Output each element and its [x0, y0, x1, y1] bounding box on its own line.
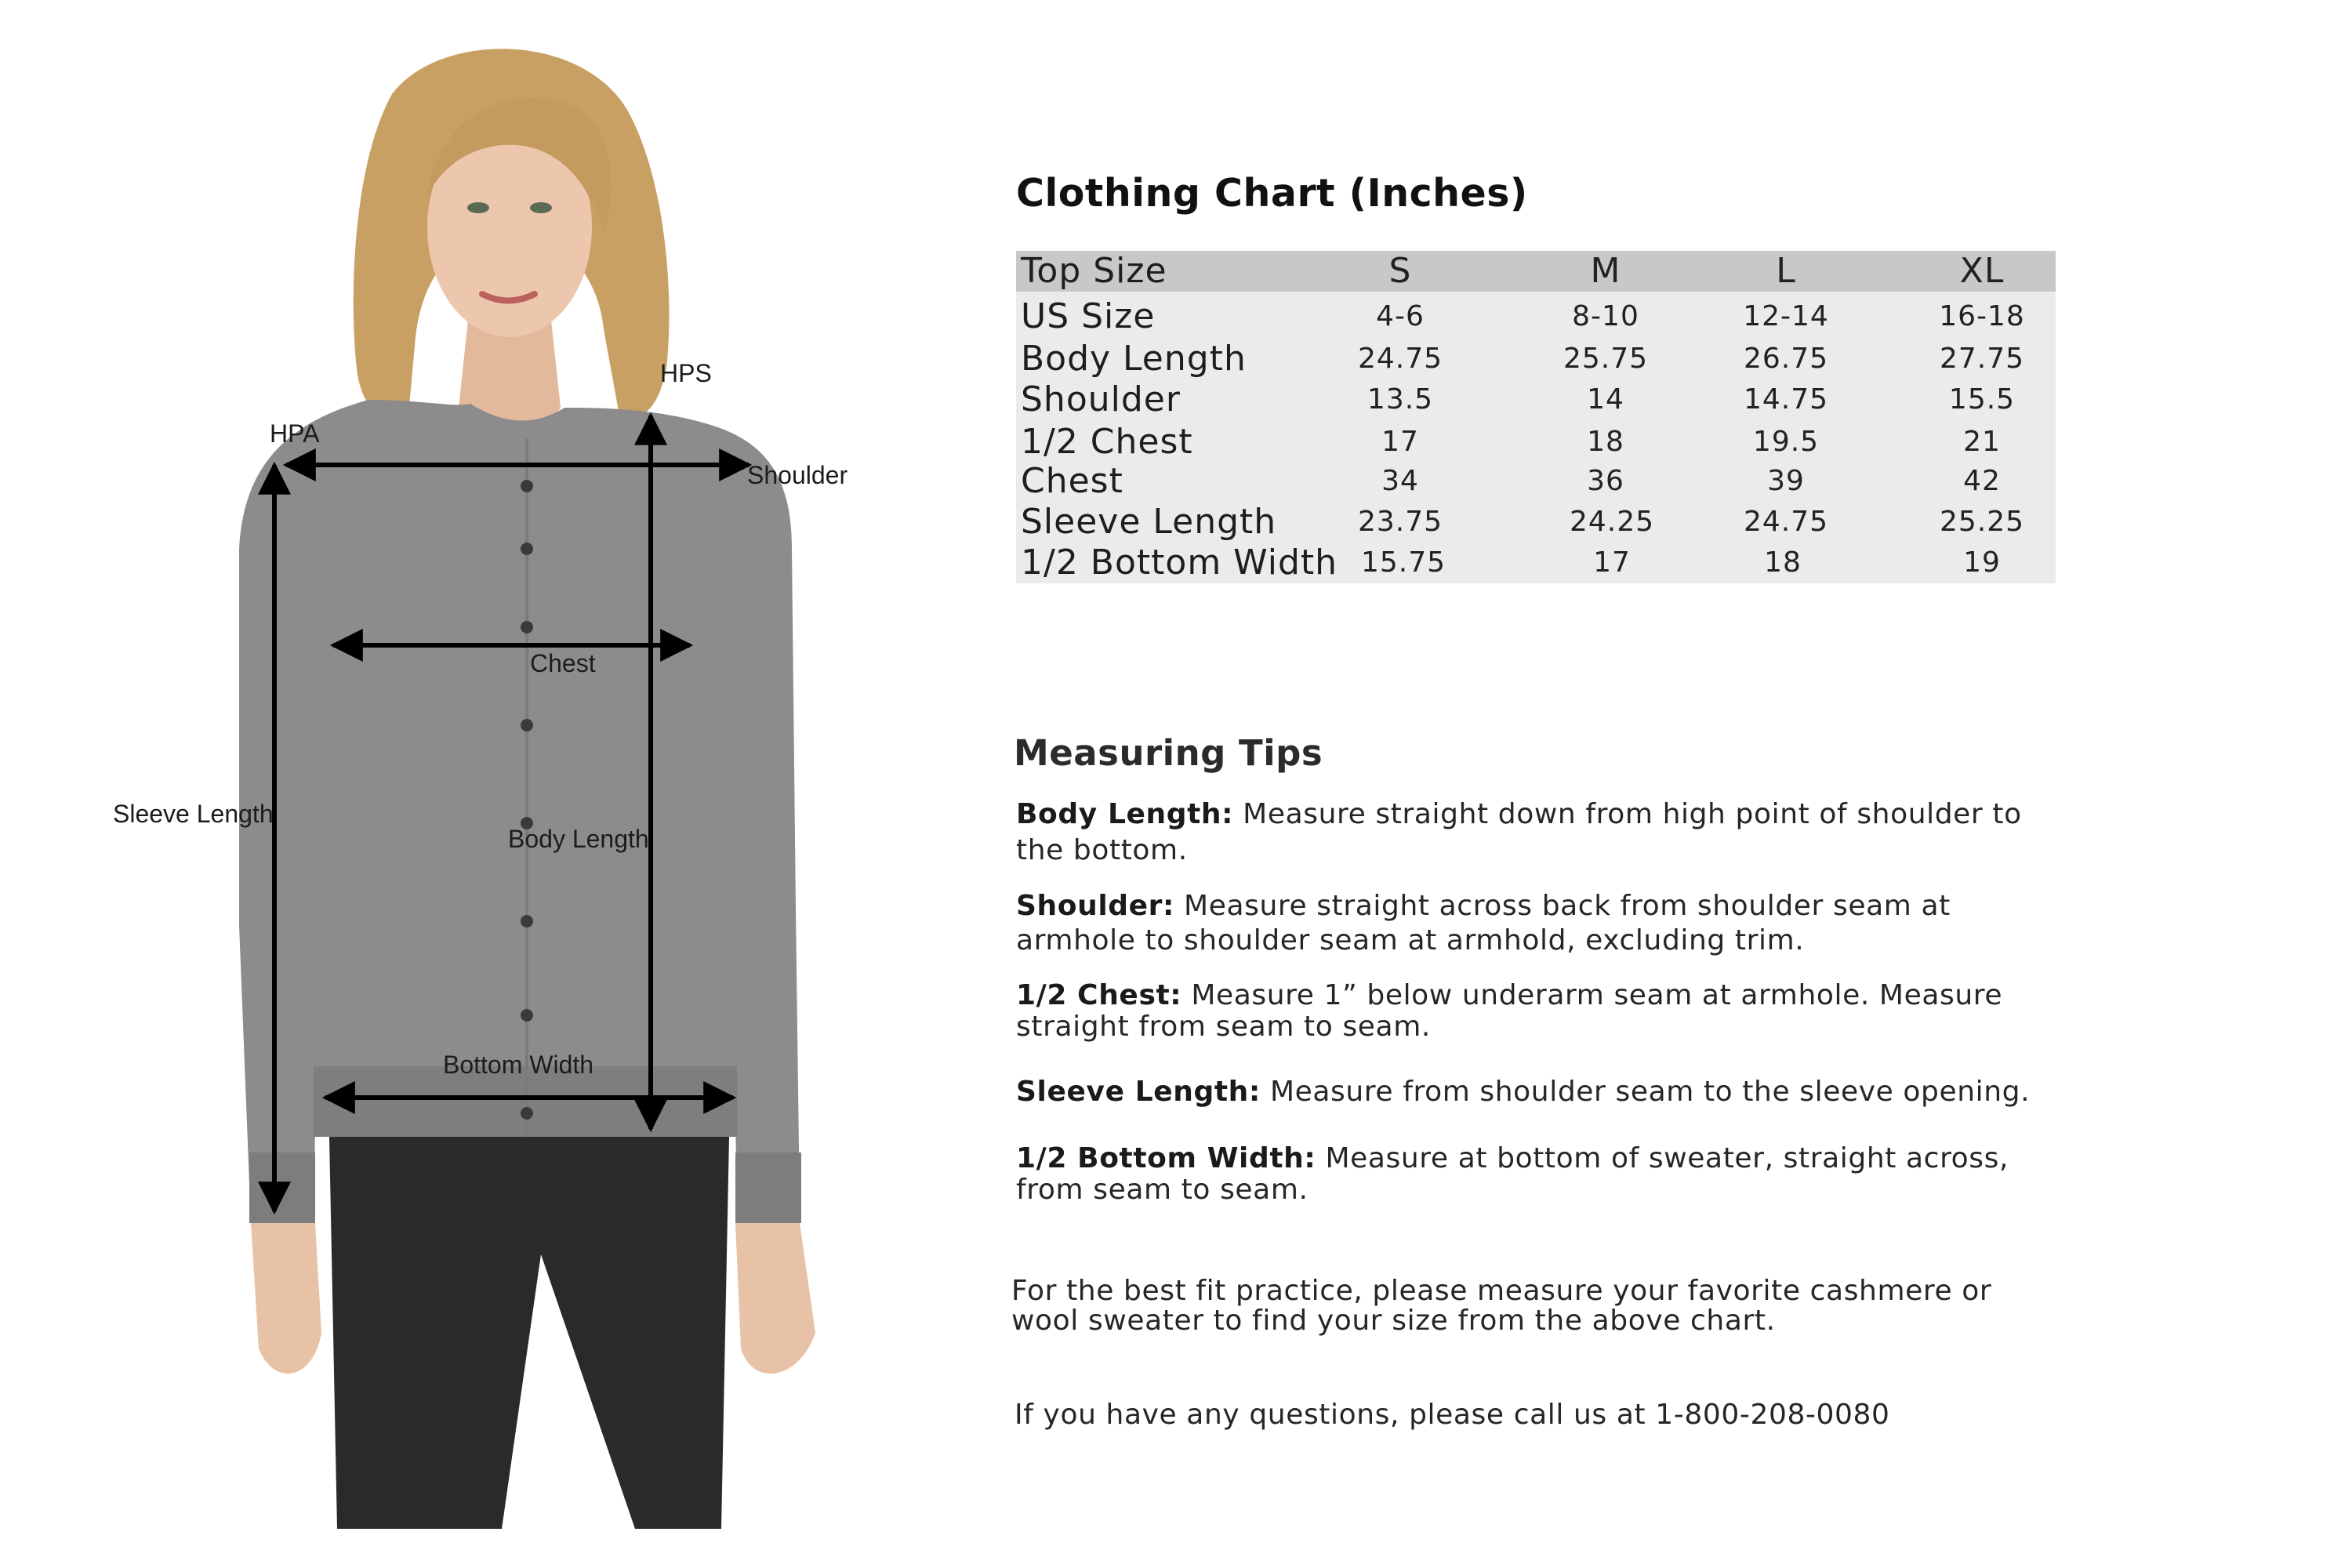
header-size-m: M — [1590, 251, 1621, 291]
contact-note: If you have any questions, please call us at 1-800-208-0080 — [1014, 1399, 1890, 1431]
hands — [251, 1223, 321, 1374]
tip-text: Measure straight across back from shoulder seam at armhole to shoulder seam at armhold, excluding trim. — [1016, 890, 1951, 956]
fit-note: For the best fit practice, please measure your favorite cashmere or wool sweater to find your size from the above chart. — [1011, 1275, 1992, 1337]
cell-s: 34 — [1381, 465, 1419, 497]
chart-title: Clothing Chart (Inches) — [1016, 171, 1528, 216]
cell-xl: 42 — [1963, 465, 2001, 497]
cell-l: 26.75 — [1743, 343, 1829, 375]
row-label: Body Length — [1021, 339, 1247, 379]
tip-term: Body Length: — [1016, 798, 1234, 830]
tip-half-chest — [1016, 980, 2043, 1043]
body-length-label: Body Length — [508, 825, 649, 853]
header-size-l: L — [1776, 251, 1796, 291]
cell-xl: 25.25 — [1939, 506, 2025, 538]
measuring-tips-title: Measuring Tips — [1014, 732, 1323, 774]
cell-l: 39 — [1767, 465, 1805, 497]
tip-shoulder — [1016, 889, 2043, 958]
row-label: 1/2 Chest — [1021, 422, 1193, 462]
cell-s: 17 — [1381, 426, 1419, 458]
cell-s: 23.75 — [1357, 506, 1443, 538]
cell-s: 24.75 — [1357, 343, 1443, 375]
chest-label: Chest — [530, 649, 596, 677]
cell-m: 14 — [1587, 383, 1624, 416]
cell-m: 24.25 — [1569, 506, 1655, 538]
cell-s: 4-6 — [1376, 300, 1425, 332]
tip-text: Measure straight down from high point of shoulder to the bottom. — [1016, 798, 2022, 866]
cell-l: 19.5 — [1752, 426, 1820, 458]
shoulder-label: Shoulder — [747, 461, 848, 489]
tip-text: Measure 1” below underarm seam at armhole. Measure straight from seam to seam. — [1016, 979, 2003, 1043]
cell-m: 8-10 — [1572, 300, 1639, 332]
table-row — [1016, 339, 2056, 379]
tip-text: Measure at bottom of sweater, straight across, from seam to seam. — [1016, 1142, 2009, 1206]
hpa-label: HPA — [270, 419, 320, 448]
cell-s: 15.75 — [1360, 546, 1446, 579]
tip-body-length — [1016, 797, 2043, 869]
table-header-row — [1016, 251, 2056, 292]
size-chart-table — [1016, 251, 2056, 583]
tip-sleeve-length — [1016, 1074, 2043, 1110]
cell-l: 18 — [1764, 546, 1802, 579]
cell-s: 13.5 — [1367, 383, 1434, 416]
table-row — [1016, 461, 2056, 502]
model-illustration — [0, 0, 941, 1568]
cell-m: 36 — [1587, 465, 1624, 497]
table-row — [1016, 296, 2056, 337]
table-row — [1016, 422, 2056, 463]
sleeve-length-label: Sleeve Length — [113, 800, 274, 828]
cell-l: 14.75 — [1743, 383, 1829, 416]
cell-xl: 15.5 — [1948, 383, 2016, 416]
tip-term: 1/2 Bottom Width: — [1016, 1142, 1316, 1174]
table-row — [1016, 379, 2056, 420]
cell-xl: 16-18 — [1939, 300, 2025, 332]
table-row — [1016, 543, 2056, 583]
cell-m: 17 — [1593, 546, 1631, 579]
header-size-xl: XL — [1959, 251, 2005, 291]
row-label: Shoulder — [1021, 379, 1181, 419]
tip-term: Sleeve Length: — [1016, 1076, 1261, 1108]
cell-m: 25.75 — [1563, 343, 1649, 375]
cell-m: 18 — [1587, 426, 1624, 458]
model-measurement-figure — [0, 0, 941, 1568]
table-row — [1016, 502, 2056, 543]
cell-xl: 27.75 — [1939, 343, 2025, 375]
tip-half-bottom-width — [1016, 1143, 2043, 1206]
pants — [329, 1137, 729, 1529]
row-label: Sleeve Length — [1021, 502, 1277, 542]
cell-l: 12-14 — [1743, 300, 1829, 332]
header-size-s: S — [1388, 251, 1412, 291]
cell-xl: 19 — [1963, 546, 2001, 579]
header-label: Top Size — [1021, 251, 1167, 291]
hps-label: HPS — [660, 359, 712, 387]
tip-term: Shoulder: — [1016, 890, 1174, 922]
row-label: Chest — [1021, 461, 1123, 501]
cell-xl: 21 — [1963, 426, 2001, 458]
bottom-width-label: Bottom Width — [443, 1051, 594, 1079]
row-label: US Size — [1021, 296, 1156, 336]
cell-l: 24.75 — [1743, 506, 1829, 538]
row-label: 1/2 Bottom Width — [1021, 543, 1338, 583]
tip-term: 1/2 Chest: — [1016, 979, 1182, 1011]
tip-text: Measure from shoulder seam to the sleeve opening. — [1260, 1076, 2031, 1108]
